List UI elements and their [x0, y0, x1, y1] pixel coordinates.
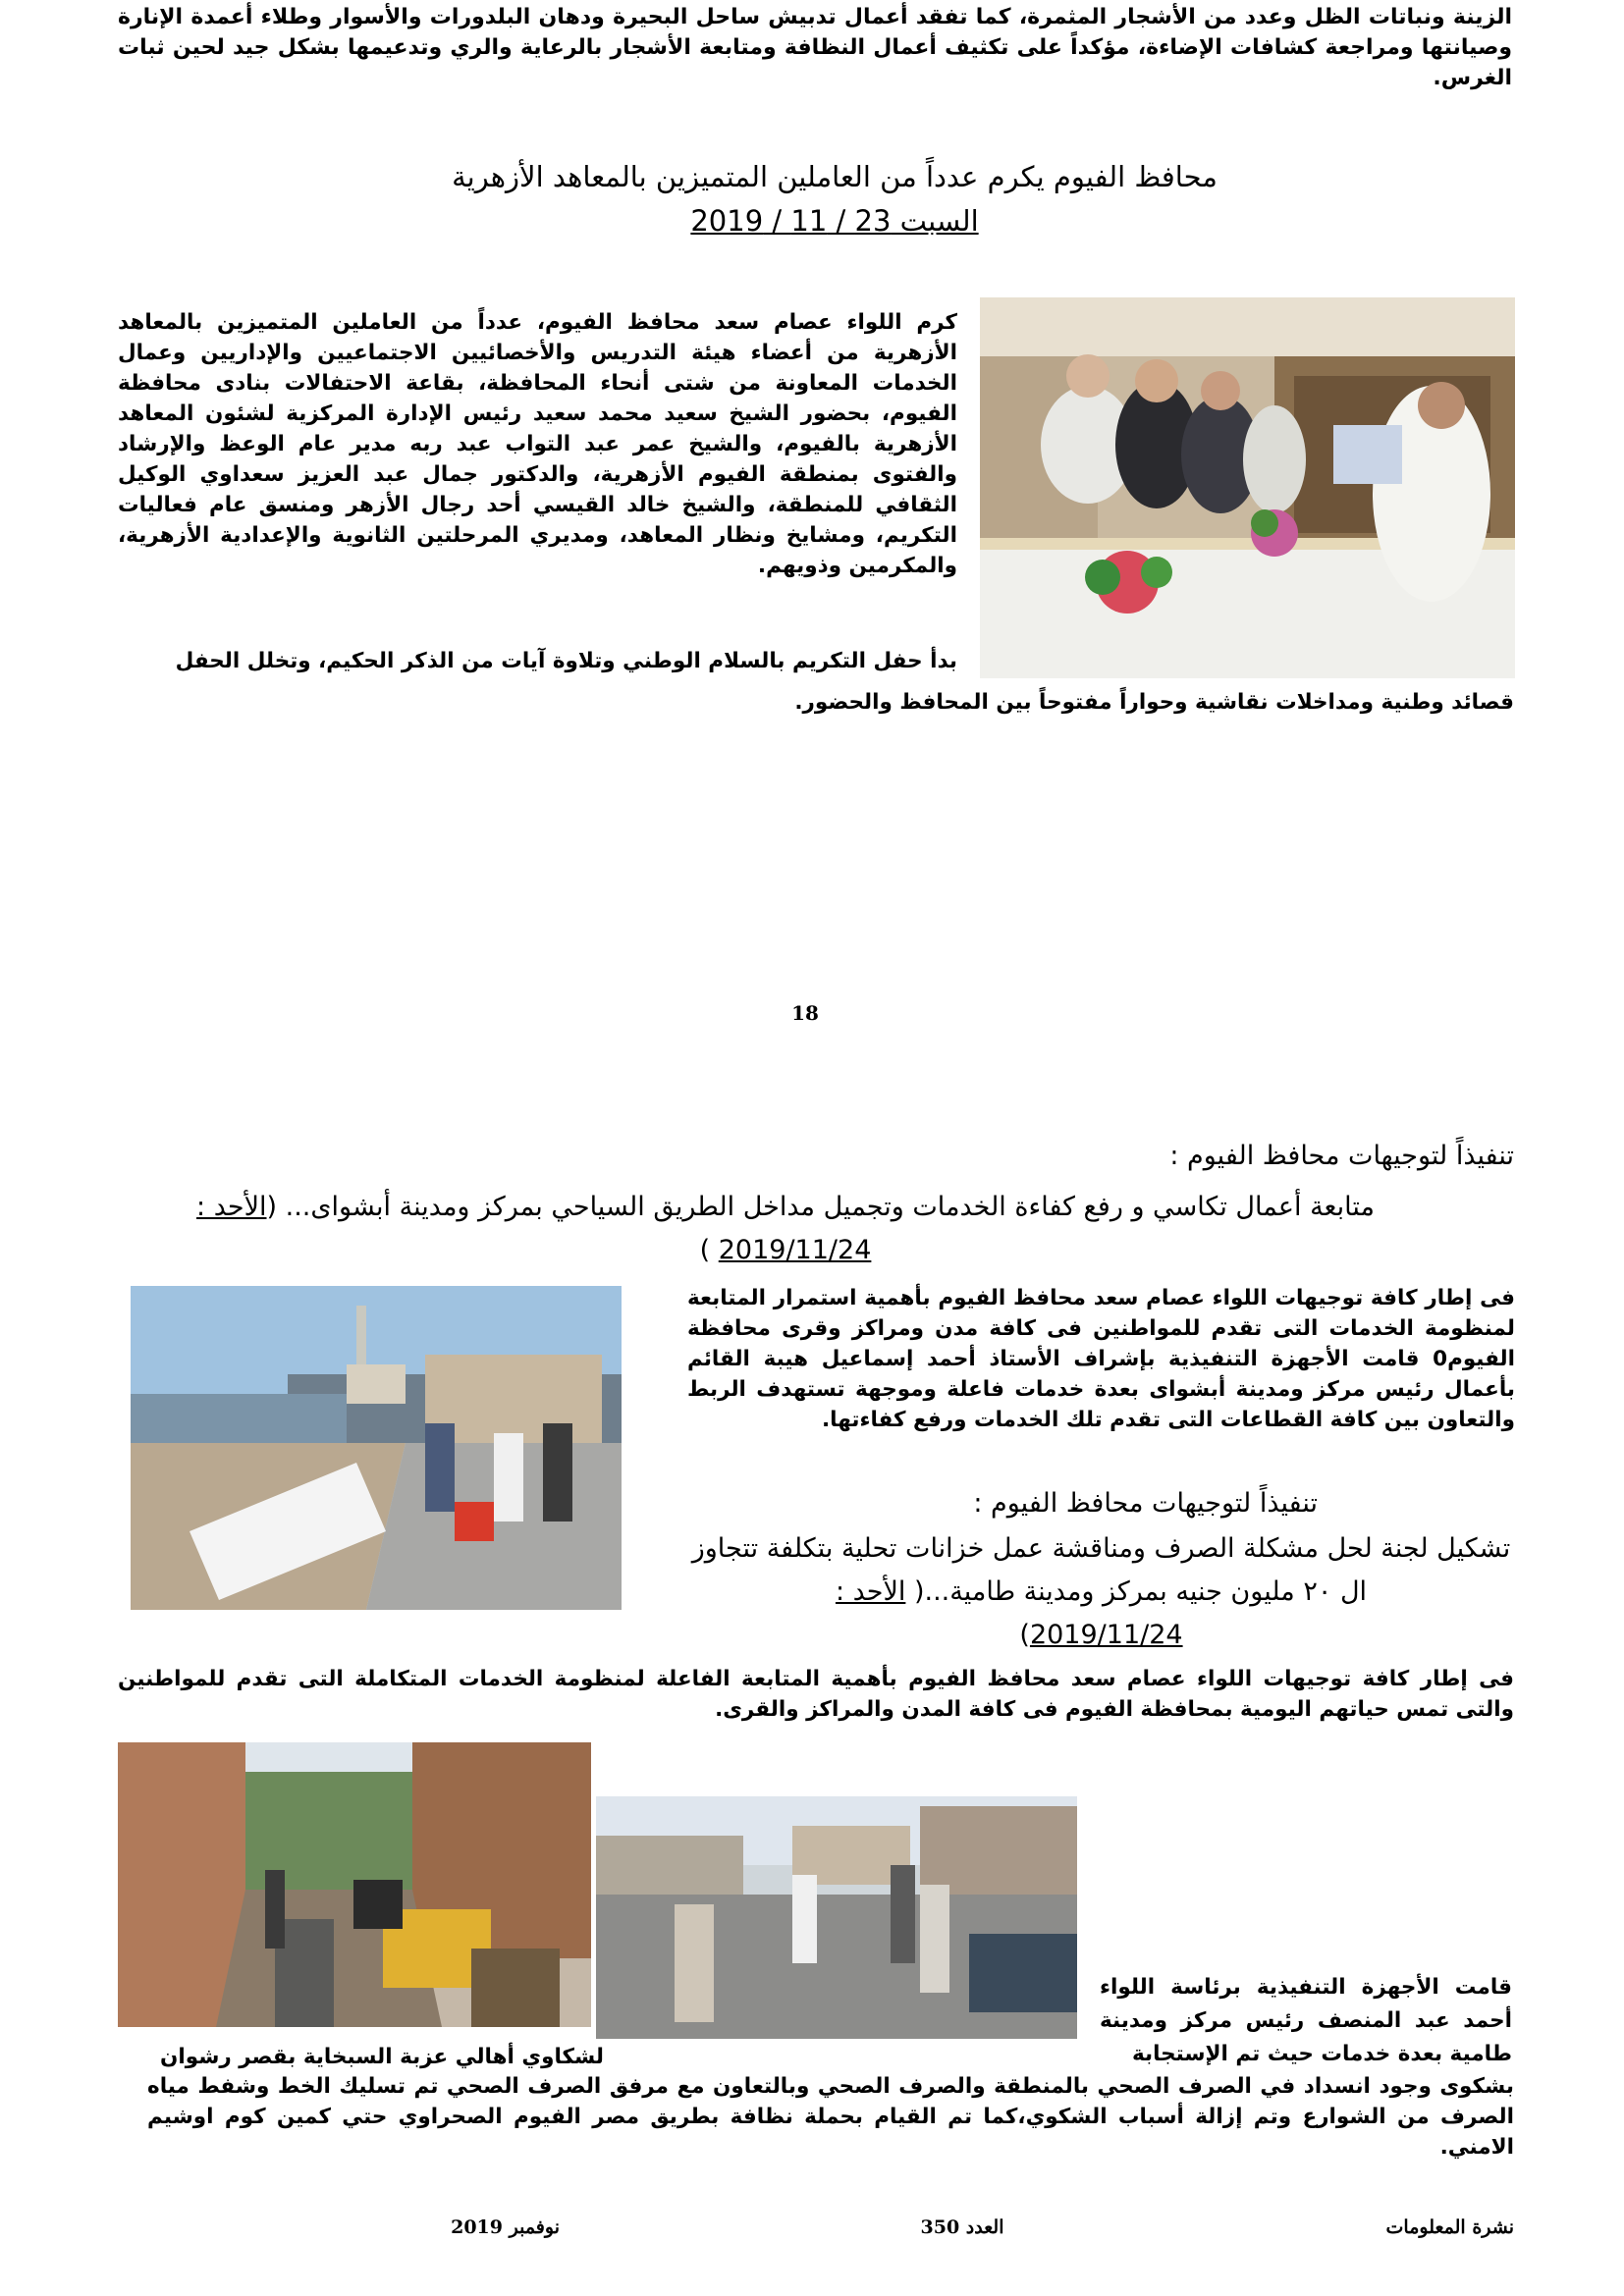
street-cleaning-photo: [596, 1796, 1077, 2039]
article2-title-text: متابعة أعمال تكاسي و رفع كفاءة الخدمات وتجميل مداخل الطريق السياحي بمركز ومدينة أبشواى... (: [266, 1192, 1375, 1222]
article3-title-text: تشكيل لجنة لحل مشكلة الصرف ومناقشة عمل خزانات تحلية بتكلفة تتجاوز ال ٢٠ مليون جنيه بمركز ومدينة طامية...(: [691, 1533, 1511, 1607]
footer-publication: نشرة المعلومات: [1385, 2216, 1514, 2238]
article3-caption-left: لشكاوي أهالي عزبة السبخاية بقصر رشوان: [160, 2045, 604, 2069]
article1-date: [638, 201, 1031, 240]
drain-cleaning-photo: [118, 1742, 591, 2027]
article2-close: ): [699, 1235, 719, 1265]
article3-title: [687, 1527, 1515, 1657]
article1-date-text: السبت 23 / 11 / 2019: [690, 204, 979, 238]
article3-lead: تنفيذاً لتوجيهات محافظ الفيوم :: [973, 1488, 1318, 1519]
article2-body: فى إطار كافة توجيهات اللواء عصام سعد محافظ الفيوم بأهمية استمرار المتابعة لمنظومة الخدمات التى تقدم للمواطنين فى كافة مدن ومراكز وقرى محافظة الفيوم0 قامت الأجهزة التنفيذية بإشراف الأستاذ أحمد إسماعيل هيبة القائم بأعمال رئيس مركز ومدينة أبشواى بعدة خدمات فاعلة وموجهة تستهدف الربط والتعاون بين كافة القطاعات التى تقدم تلك الخدمات ورفع كفاءتها.: [687, 1286, 1515, 1432]
article1-title: محافظ الفيوم يكرم عدداً من العاملين المتميزين بالمعاهد الأزهرية: [452, 160, 1218, 193]
article1-body-2: بدأ حفل التكريم بالسلام الوطني وتلاوة آيات من الذكر الحكيم، وتخلل الحفل: [175, 649, 957, 673]
footer-issue: العدد 350: [920, 2216, 1004, 2238]
article2-date: 2019/11/24: [718, 1235, 872, 1265]
article3-close: ): [1019, 1620, 1030, 1650]
ceremony-photo: [980, 297, 1515, 678]
article1-body: كرم اللواء عصام سعد محافظ الفيوم، عدداً من العاملين المتميزين بالمعاهد الأزهرية من أعضاء هيئة التدريس والأخصائيين الاجتماعيين والإداريين وعمال الخدمات المعاونة من شتى أنحاء المحافظة، بقاعة الاحتفالات بنادى محافظة الفيوم، بحضور الشيخ سعيد محمد سعيد رئيس الإدارة المركزية لشئون المعاهد الأزهرية بالفيوم، والشيخ عمر عبد التواب عبد ربه مدير عام الوعظ والإرشاد والفتوى بمنطقة الفيوم الأزهرية، والدكتور جمال عبد العزيز سعداوي الوكيل الثقافي للمنطقة، والشيخ خالد القيسي أحد رجال الأزهر ومنسق عام فعاليات التكريم، ومشايخ ونظار المعاهد، ومديري المرحلتين الثانوية والإعدادية الأزهرية، والمكرمين وذويهم.: [118, 310, 957, 578]
footer-month: نوفمبر 2019: [451, 2216, 560, 2238]
article3-body: فى إطار كافة توجيهات اللواء عصام سعد محافظ الفيوم بأهمية المتابعة الفاعلة لمنظومة الخدمات المتكاملة التى تقدم للمواطنين والتى تمس حياتهم اليومية بمحافظة الفيوم فى كافة المدن والمراكز والقرى.: [118, 1667, 1514, 1722]
article3-date: 2019/11/24: [1029, 1620, 1183, 1650]
road-works-photo: [131, 1286, 622, 1610]
article2-title: [147, 1186, 1424, 1272]
article1-body-3: قصائد وطنية ومداخلات نقاشية وحواراً مفتوحاً بين المحافظ والحضور.: [794, 690, 1514, 715]
article3-day: الأحد :: [835, 1576, 906, 1607]
article3-body-end: بشكوى وجود انسداد في الصرف الصحي بالمنطقة والصرف الصحي وبالتعاون مع مرفق الصرف الصحي تم تسليك الخط وشفط مياه الصرف من الشوارع وتم إزالة أسباب الشكوي،كما تم القيام بحملة نظافة بطريق مصر الفيوم الصحراوي حتي كمين كوم اوشيم الامني.: [147, 2074, 1514, 2160]
top-paragraph: الزينة ونباتات الظل وعدد من الأشجار المثمرة، كما تفقد أعمال تدبيش ساحل البحيرة ودهان البلدورات والأسوار وطلاء أعمدة الإنارة وصيانتها ومراجعة كشافات الإضاءة، مؤكداً على تكثيف أعمال النظافة ومتابعة الأشجار بالرعاية والري وتدعيمها بشكل جيد لحين ثبات الغرس.: [118, 5, 1512, 90]
article2-day: الأحد :: [196, 1192, 267, 1222]
article2-lead: تنفيذاً لتوجيهات محافظ الفيوم :: [1169, 1141, 1514, 1171]
article3-side-text: قامت الأجهزة التنفيذية برئاسة اللواء أحمد عبد المنصف رئيس مركز ومدينة طامية بعدة خدمات حيث تم الإستجابة: [1100, 1975, 1512, 2066]
page-number: 18: [791, 1001, 819, 1025]
